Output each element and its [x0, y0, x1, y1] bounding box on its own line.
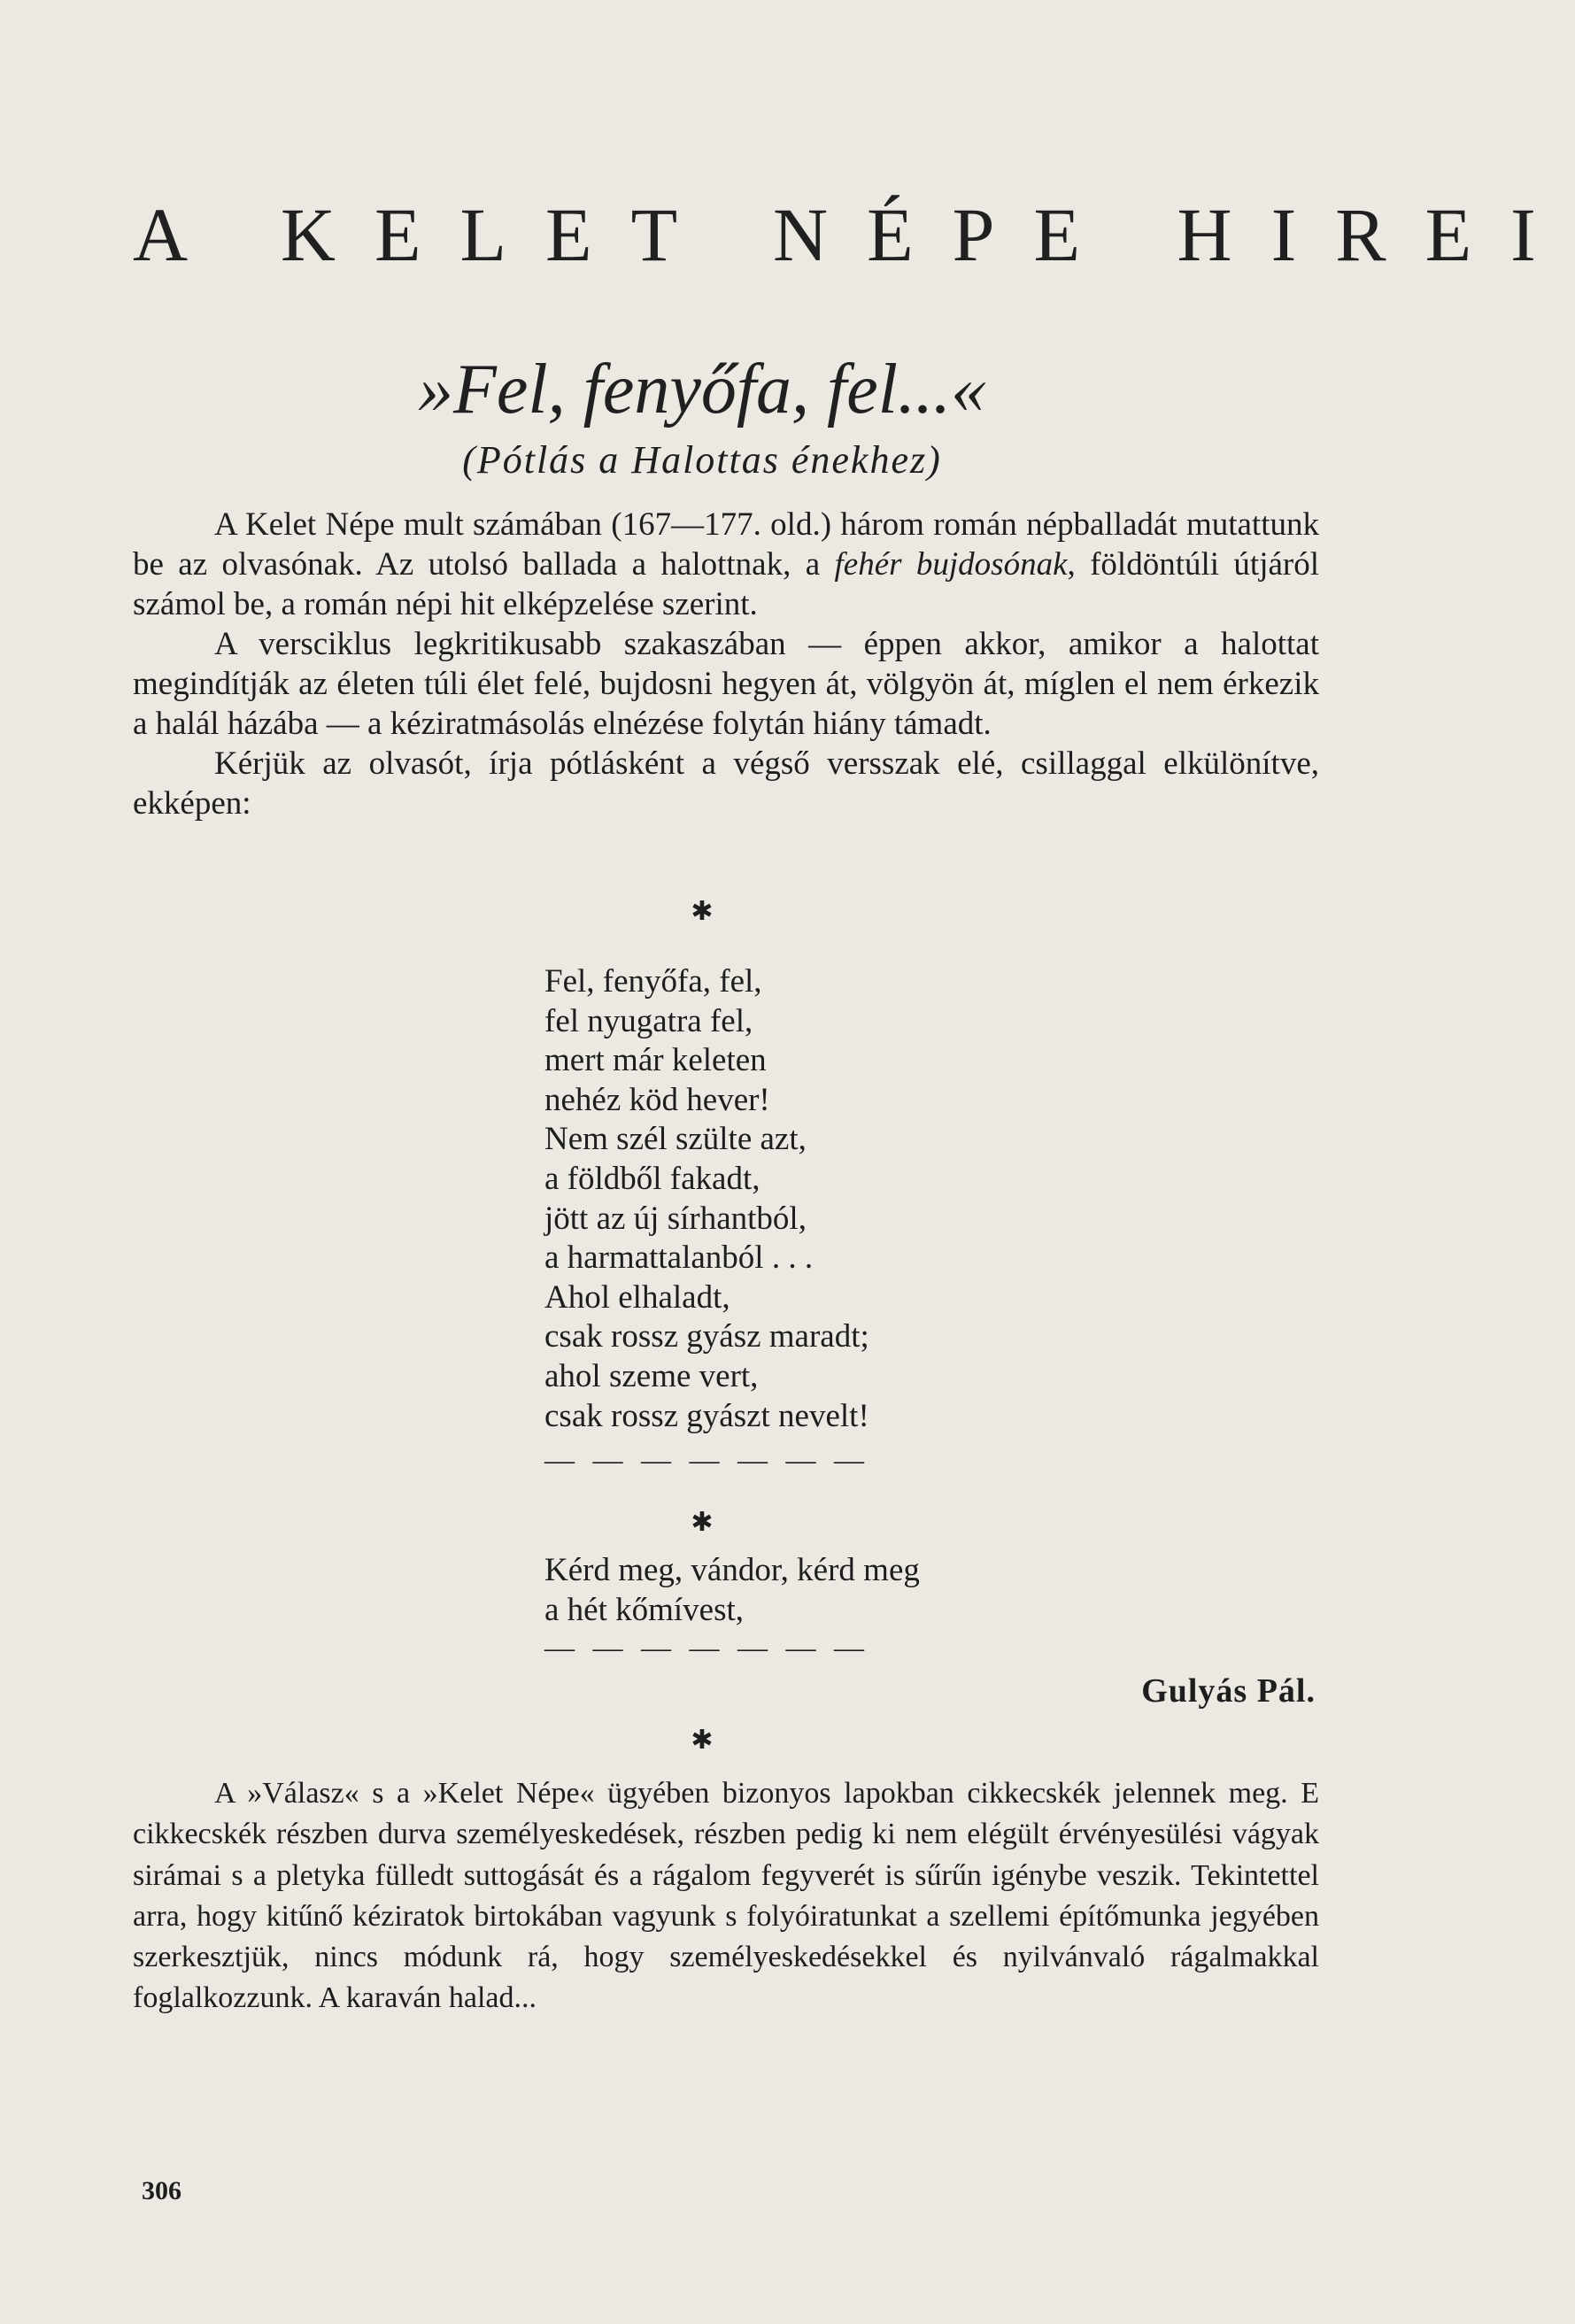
- asterism-icon: ✱: [691, 1507, 714, 1538]
- poem-subtitle: (Pótlás a Halottas énekhez): [462, 438, 942, 482]
- poem-line: a földből fakadt,: [544, 1160, 760, 1197]
- omission-dashes: — — — — — — —: [544, 1444, 869, 1477]
- poem-line: csak rossz gyászt nevelt!: [544, 1397, 869, 1434]
- poem-line: a hét kőmívest,: [544, 1591, 745, 1628]
- notice-text: [133, 1773, 1319, 2019]
- author-signature: Gulyás Pál.: [1141, 1672, 1316, 1710]
- poem-line: a harmattalanból . . .: [544, 1239, 814, 1277]
- poem-line: mert már keleten: [544, 1042, 767, 1079]
- poem-title: »Fel, fenyőfa, fel...«: [417, 351, 987, 429]
- intro-paragraph-2: A versciklus legkritikusabb szakaszában — éppen akkor, amikor a halottat megindítják az életen túli élet felé, bujdosni hegyen át, völgyön át, míglen el nem érkezik a halál házába — a kéziratmásolás elnézése folytán hiány támadt.: [133, 626, 1319, 742]
- poem-stanza-2: [544, 1551, 1253, 1630]
- intro-paragraph-1: A Kelet Népe mult számában (167—177. old.) három román népballadát mutattunk be az olvasónak. Az utolsó ballada a halottnak, a fehér bujdosónak, földöntúli útjáról számol be, a román népi hit elképzelése szerint.: [133, 506, 1320, 622]
- emphasis-text: fehér bujdosónak: [834, 546, 1068, 583]
- poem-line: fel nyugatra fel,: [544, 1002, 753, 1039]
- poem-line: Nem szél szülte azt,: [544, 1121, 807, 1158]
- section-header: A KELET NÉPE HIREI: [133, 192, 1575, 277]
- poem-line: Ahol elhaladt,: [544, 1278, 730, 1316]
- poem-line: ahol szeme vert,: [544, 1357, 759, 1394]
- poem-line: jött az új sírhantból,: [544, 1200, 807, 1237]
- asterism-icon: ✱: [691, 1725, 714, 1756]
- page-number: 306: [142, 2176, 181, 2205]
- poem-line: nehéz köd hever!: [544, 1081, 770, 1118]
- poem-line: csak rossz gyász maradt;: [544, 1318, 869, 1355]
- intro-paragraph-3: Kérjük az olvasót, írja pótlásként a végső versszak elé, csillaggal elkülönítve, ekképen:: [133, 745, 1319, 822]
- poem-line: Fel, fenyőfa, fel,: [544, 963, 762, 1000]
- omission-dashes: — — — — — — —: [544, 1632, 869, 1664]
- asterism-icon: ✱: [691, 896, 714, 927]
- poem-line: Kérd meg, vándor, kérd meg: [544, 1552, 920, 1588]
- intro-text: [133, 505, 1319, 823]
- notice-paragraph: A »Válasz« s a »Kelet Népe« ügyében bizonyos lapokban cikkecskék jelennek meg. E cikkecskék részben durva személyeskedések, részben pedig ki nem elégült érvényesülési vágyak sirámai s a pletyka fülledt suttogását és a rágalom fegyverét is sűrűn igénybe veszik. Tekintettel arra, hogy kitűnő kéziratok birtokában vagyunk s folyóiratunkat a szellemi építőmunka jegyében szerkesztjük, nincs módunk rá, hogy személyeskedésekkel és nyilvánvaló rágalmakkal foglalkozzunk. A karaván halad...: [133, 1777, 1319, 2015]
- poem-stanza-1: [544, 962, 1253, 1436]
